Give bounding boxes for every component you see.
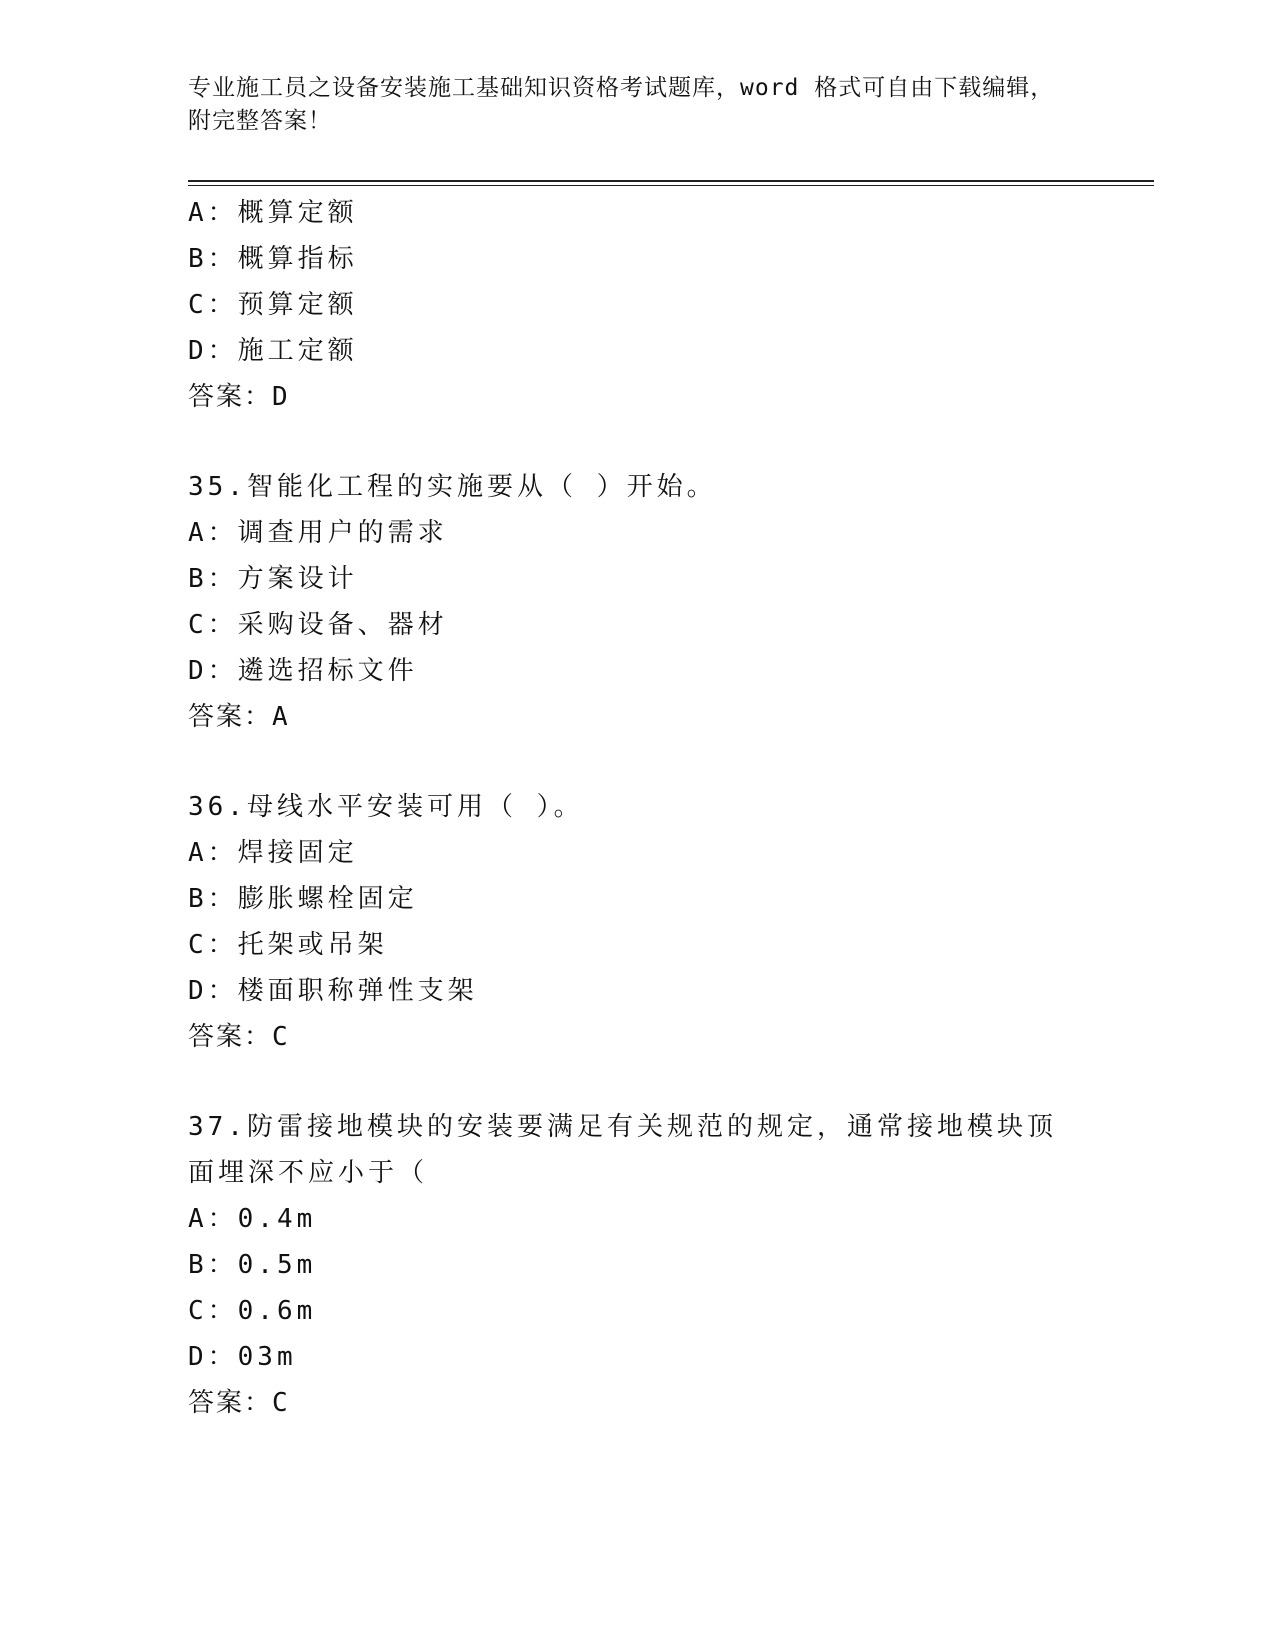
option-c: C：0.6m [188, 1296, 317, 1326]
header-line-1: 专业施工员之设备安装施工基础知识资格考试题库，word 格式可自由下载编辑， [188, 75, 1055, 101]
question-text: 36.母线水平安装可用（ ）。 [188, 792, 584, 822]
answer-value: D [272, 382, 290, 412]
option-a: A：焊接固定 [188, 838, 358, 868]
option-a: A：调查用户的需求 [188, 518, 448, 548]
block-spacer [188, 1060, 1148, 1104]
answer-value: A [272, 702, 290, 732]
document-header [188, 72, 1088, 138]
option-d: D：施工定额 [188, 336, 358, 366]
answer-line [188, 694, 1148, 740]
option-c: C：预算定额 [188, 290, 358, 320]
answer-label: 答案： [188, 702, 273, 732]
option-a: A：概算定额 [188, 198, 358, 228]
question-text: 37.防雷接地模块的安装要满足有关规范的规定，通常接地模块顶面埋深不应小于（ [188, 1112, 1057, 1188]
header-divider [188, 180, 1154, 186]
question-block [188, 1104, 1148, 1426]
header-line-2: 附完整答案！ [188, 108, 332, 134]
question-block [188, 190, 1148, 420]
answer-label: 答案： [188, 1022, 273, 1052]
answer-line [188, 1014, 1148, 1060]
option-c: C：采购设备、器材 [188, 610, 448, 640]
answer-value: C [272, 1388, 290, 1418]
option-d: D：楼面职称弹性支架 [188, 976, 478, 1006]
option-b: B：方案设计 [188, 564, 358, 594]
answer-label: 答案： [188, 382, 273, 412]
option-a: A：0.4m [188, 1204, 317, 1234]
question-block [188, 464, 1148, 740]
question-list [188, 190, 1148, 1426]
block-spacer [188, 740, 1148, 784]
option-b: B：膨胀螺栓固定 [188, 884, 418, 914]
option-c: C：托架或吊架 [188, 930, 388, 960]
answer-label: 答案： [188, 1388, 273, 1418]
answer-line [188, 1380, 1148, 1426]
answer-value: C [272, 1022, 290, 1052]
question-text: 35.智能化工程的实施要从（ ）开始。 [188, 472, 717, 502]
option-d: D：03m [188, 1342, 297, 1372]
question-block [188, 784, 1148, 1060]
option-d: D：遴选招标文件 [188, 656, 418, 686]
option-b: B：0.5m [188, 1250, 317, 1280]
option-b: B：概算指标 [188, 244, 358, 274]
answer-line [188, 374, 1148, 420]
block-spacer [188, 420, 1148, 464]
